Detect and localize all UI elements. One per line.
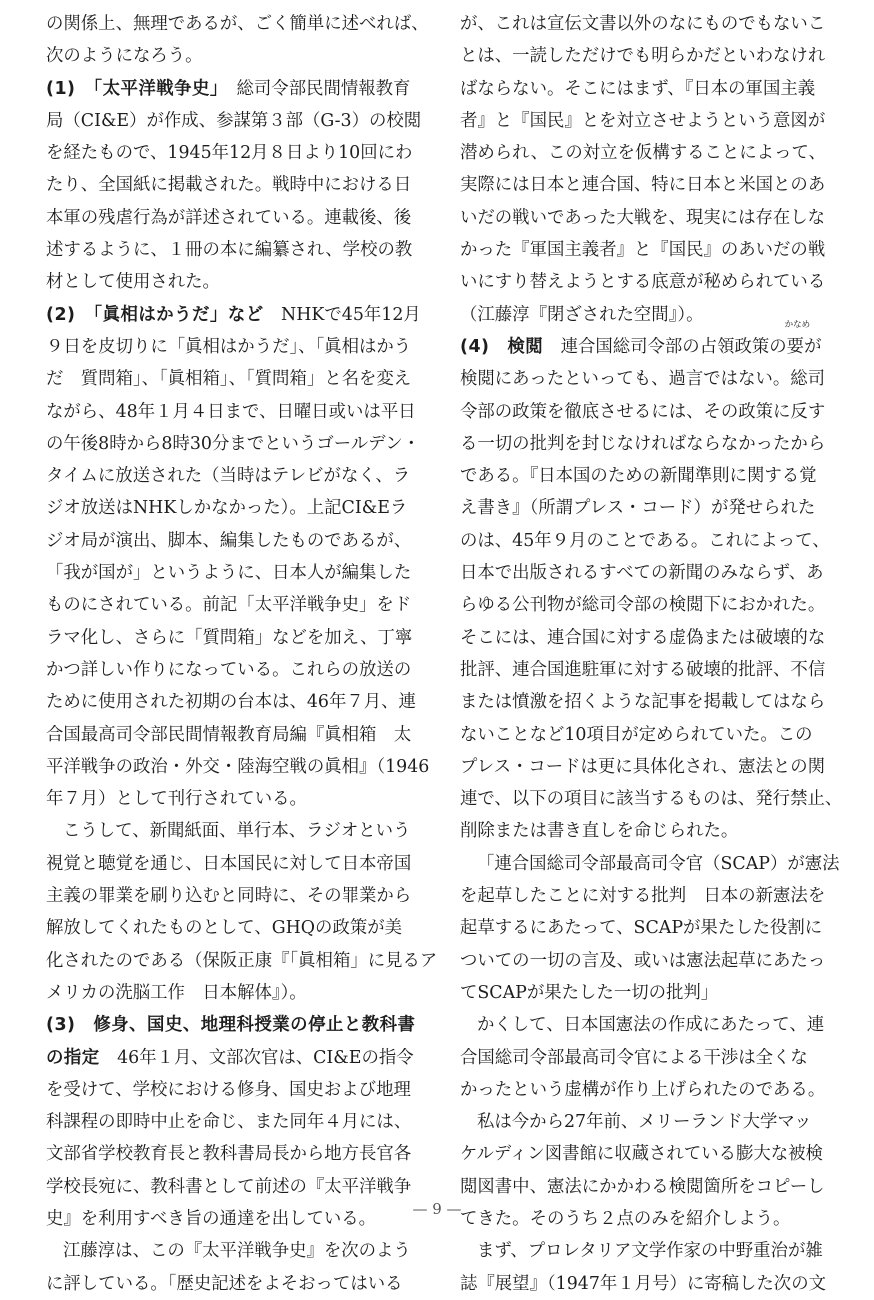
- text-line: ケルディン図書館に収蔵されている膨大な被検: [460, 1144, 823, 1165]
- ruby-base: 要: [786, 336, 805, 357]
- text-segment: が: [804, 336, 822, 357]
- text-line: 科課程の即時中止を命じ、また同年４月には、: [46, 1112, 412, 1133]
- text-line: 閲図書中、憲法にかかわる検閲箇所をコピーし: [460, 1176, 825, 1197]
- section-heading: (2) 「眞相はかうだ」など: [46, 304, 264, 325]
- text-line: 史』を利用すべき旨の通達を出している。: [46, 1208, 377, 1229]
- section-heading: (3) 修身、国史、地理科授業の停止と教科書: [46, 1015, 416, 1036]
- text-line: [460, 319, 827, 363]
- text-line: を経たもので、1945年12月８日より10回にわ: [46, 143, 413, 164]
- text-line: ものにされている。前記「太平洋戦争史」をド: [46, 595, 412, 616]
- text-line: プレス・コードは更に具体化され、憲法との関: [460, 756, 826, 777]
- text-line: ばならない。そこにはまず、『日本の軍国主義: [460, 78, 816, 99]
- text-line: ついての一切の言及、或いは憲法起草にあたっ: [460, 950, 826, 971]
- text-line: 令部の政策を徹底させるには、その政策に反す: [460, 401, 826, 422]
- text-line: 起草するにあたって、SCAPが果たした役割に: [460, 918, 823, 939]
- text-line: 実際には日本と連合国、特に日本と米国とのあ: [460, 175, 826, 196]
- text-line: たり、全国紙に掲載された。戦時中における日: [46, 175, 412, 196]
- text-line: のは、45年９月のことである。これによって、: [460, 530, 830, 551]
- text-line: 平洋戦争の政治・外交・陸海空戦の眞相』（1946: [46, 756, 430, 777]
- text-line: である。『日本国のための新聞準則に関する覚: [460, 466, 817, 487]
- text-line: 日本で出版されるすべての新聞のみならず、あ: [460, 563, 824, 584]
- text-line: または憤激を招くような記事を掲載してはなら: [460, 692, 826, 713]
- text-line: ために使用された初期の台本は、46年７月、連: [46, 692, 416, 713]
- text-line: らゆる公刊物が総司令部の検閲下におかれた。: [460, 595, 826, 616]
- ruby-annotated-word: [784, 319, 811, 363]
- text-line: いにすり替えようとする底意が秘められている: [460, 272, 826, 293]
- text-line: 合国総司令部最高司令官による干渉は全くな: [460, 1047, 808, 1068]
- text-line: が、これは宣伝文書以外のなにものでもないこ: [460, 14, 826, 34]
- text-line: [46, 1042, 413, 1074]
- text-line: [46, 73, 413, 105]
- text-line: メリカの洗脳工作 日本解体』）。: [46, 982, 307, 1003]
- text-line: 文部省学校教育長と教科書局長から地方長官各: [46, 1144, 412, 1165]
- text-line: ないことなど10項目が定められていた。この: [460, 724, 813, 745]
- text-line: [46, 1009, 416, 1041]
- text-line: そこには、連合国に対する虚偽または破壊的な: [460, 627, 826, 648]
- text-line: こうして、新聞紙面、単行本、ラジオという: [63, 821, 411, 842]
- text-line: かった『軍国主義者』と『国民』のあいだの戦: [460, 240, 826, 261]
- section-heading: (4) 検閲: [460, 336, 544, 357]
- text-line: 局（CI&E）が作成、参謀第３部（G-3）の校閲: [46, 110, 422, 131]
- text-line: 「我が国が」というように、日本人が編集した: [46, 563, 412, 584]
- text-segment: 連合国総司令部の占領政策の: [543, 336, 787, 357]
- text-line: まず、プロレタリア文学作家の中野重治が雑: [477, 1241, 823, 1262]
- text-segment: NHKで45年12月: [263, 304, 421, 325]
- text-line: ラマ化し、さらに「質問箱」などを加え、丁寧: [46, 627, 413, 648]
- text-line: かくして、日本国憲法の作成にあたって、連: [477, 1015, 825, 1036]
- text-line: だ 質問箱」、「眞相箱」、「質問箱」と名を変え: [46, 369, 412, 390]
- text-line: てSCAPが果たした一切の批判」: [460, 982, 719, 1003]
- text-line: [46, 299, 421, 331]
- text-line: の午後8時から8時30分までというゴールデン・: [46, 433, 420, 454]
- text-line: 年７月）として刊行されている。: [46, 789, 307, 810]
- text-line: を受けて、学校における修身、国史および地理: [46, 1079, 411, 1100]
- text-line: 「連合国総司令部最高司令官（SCAP）が憲法: [477, 853, 840, 874]
- right-text-column: [460, 8, 843, 1300]
- text-line: る一切の批判を封じなければならなかったから: [460, 433, 826, 454]
- text-line: タイムに放送された（当時はテレビがなく、ラ: [46, 466, 411, 487]
- text-line: 連で、以下の項目に該当するものは、発行禁止、: [460, 789, 843, 810]
- text-line: を起草したことに対する批判 日本の新憲法を: [460, 886, 826, 907]
- left-text-column: [46, 8, 438, 1300]
- text-line: 者』と『国民』とを対立させようという意図が: [460, 110, 826, 131]
- text-line: ジオ放送はNHKしかなかった）。上記CI&Eラ: [46, 498, 408, 519]
- text-line: いだの戦いであった大戦を、現実には存在しな: [460, 207, 826, 228]
- ruby-reading: かなめ: [784, 319, 811, 330]
- text-line: 述するように、１冊の本に編纂され、学校の教: [46, 240, 413, 261]
- text-line: とは、一読しただけでも明らかだといわなけれ: [460, 46, 826, 67]
- text-line: 材として使用された。: [46, 272, 220, 293]
- text-line: の関係上、無理であるが、ごく簡単に述べれば、: [46, 14, 429, 34]
- section-heading: の指定: [46, 1047, 100, 1068]
- text-line: 学校長宛に、教科書として前述の『太平洋戦争: [46, 1176, 412, 1197]
- text-line: てきた。そのうち２点のみを紹介しよう。: [460, 1208, 791, 1229]
- text-line: ９日を皮切りに「眞相はかうだ」、「眞相はかう: [46, 336, 412, 357]
- text-line: ジオ局が演出、脚本、編集したものであるが、: [46, 530, 412, 551]
- text-line: ながら、48年１月４日まで、日曜日或いは平日: [46, 401, 416, 422]
- text-line: 江藤淳は、この『太平洋戦争史』を次のよう: [63, 1241, 411, 1262]
- text-line: 主義の罪業を刷り込むと同時に、その罪業から: [46, 886, 412, 907]
- text-segment: 46年１月、文部次官は、CI&Eの指令: [99, 1047, 414, 1068]
- text-line: 化されたのである（保阪正康『「眞相箱」に見るア: [46, 950, 438, 971]
- section-heading: (1) 「太平洋戦争史」: [46, 78, 220, 99]
- text-line: 次のようになろう。: [46, 46, 203, 67]
- text-line: 潜められ、この対立を仮構することによって、: [460, 143, 826, 164]
- text-line: 解放してくれたものとして、GHQの政策が美: [46, 918, 403, 939]
- text-line: 検閲にあったといっても、過言ではない。総司: [460, 369, 826, 390]
- text-line: に評している。「歴史記述をよそおってはいる: [46, 1273, 403, 1294]
- page-number: — 9 —: [412, 1200, 462, 1218]
- text-line: かつ詳しい作りになっている。これらの放送の: [46, 659, 412, 680]
- text-line: 本軍の残虐行為が詳述されている。連載後、後: [46, 207, 412, 228]
- text-line: 合国最高司令部民間情報教育局編『眞相箱 太: [46, 724, 412, 745]
- text-line: 批評、連合国進駐軍に対する破壊的批評、不信: [460, 659, 826, 680]
- text-line: 視覚と聴覚を通じ、日本国民に対して日本帝国: [46, 853, 412, 874]
- text-line: 誌『展望』（1947年１月号）に寄稿した次の文: [460, 1273, 826, 1294]
- text-line: 私は今から27年前、メリーランド大学マッ: [477, 1112, 812, 1133]
- text-line: 削除または書き直しを命じられた。: [460, 821, 739, 842]
- text-line: （江藤淳『閉ざされた空間』）。: [460, 304, 704, 325]
- text-segment: 総司令部民間情報教育: [219, 78, 411, 99]
- text-line: え書き』（所謂プレス・コード）が発せられた: [460, 498, 816, 519]
- text-line: かったという虚構が作り上げられたのである。: [460, 1079, 826, 1100]
